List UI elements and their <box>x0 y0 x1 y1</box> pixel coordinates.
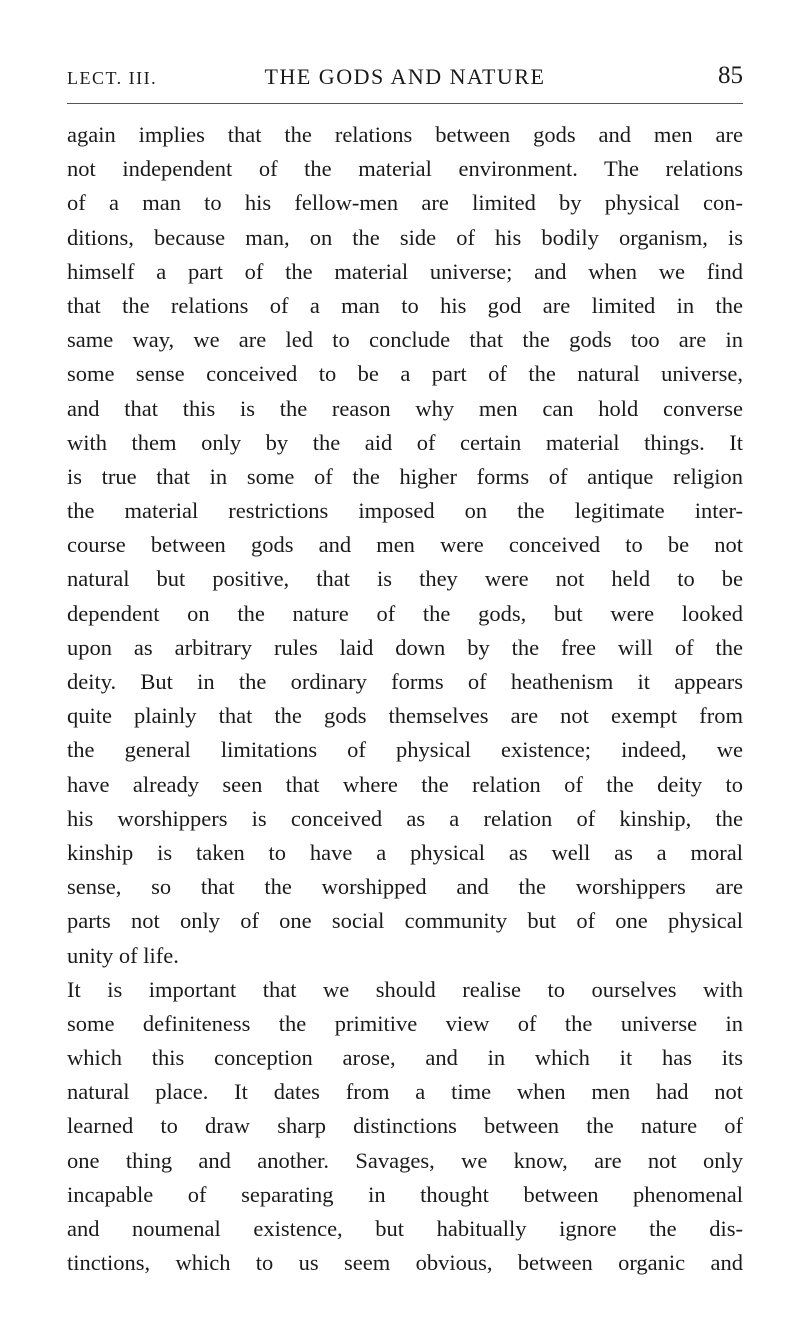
text-line: ditions, because man, on the side of his bodily organism, is <box>67 224 743 250</box>
text-line: natural but positive, that is they were not held to be <box>67 566 743 592</box>
text-line: is true that in some of the higher forms of antique religion <box>67 463 743 489</box>
text-line: himself a part of the material universe; and when we find <box>67 258 743 284</box>
text-line: tinctions, which to us seem obvious, between organic and <box>67 1250 743 1276</box>
text-line: with them only by the aid of certain material things. It <box>67 429 743 455</box>
text-line: the material restrictions imposed on the legitimate inter- <box>67 498 743 524</box>
text-line: and that this is the reason why men can hold converse <box>67 395 743 421</box>
page-number: 85 <box>718 62 743 89</box>
text-line: have already seen that where the relation of the deity to <box>67 771 743 797</box>
text-line: the general limitations of physical existence; indeed, we <box>67 737 743 763</box>
text-line: natural place. It dates from a time when men had not <box>67 1079 743 1105</box>
text-line: course between gods and men were conceived to be not <box>67 532 743 558</box>
text-line: same way, we are led to conclude that the gods too are in <box>67 327 743 353</box>
text-line: one thing and another. Savages, we know, are not only <box>67 1147 743 1173</box>
text-line: not independent of the material environment. The relations <box>67 156 743 182</box>
text-line: which this conception arose, and in which it has its <box>67 1045 743 1071</box>
text-line: dependent on the nature of the gods, but were looked <box>67 600 743 626</box>
text-line: of a man to his fellow-men are limited by physical con- <box>67 190 743 216</box>
lecture-label: LECT. III. <box>67 68 158 88</box>
text-line: incapable of separating in thought between phenomenal <box>67 1181 743 1207</box>
body-text <box>67 118 743 1280</box>
text-line: parts not only of one social community but of one physical <box>67 908 743 934</box>
text-line: and noumenal existence, but habitually ignore the dis- <box>67 1216 743 1241</box>
paragraph-start-line: It is important that we should realise to ourselves with <box>67 976 743 1002</box>
text-line: learned to draw sharp distinctions between the nature of <box>67 1113 743 1139</box>
header-rule <box>67 103 743 104</box>
text-line: his worshippers is conceived as a relation of kinship, the <box>67 805 743 831</box>
text-line: quite plainly that the gods themselves are not exempt from <box>67 703 743 729</box>
text-line: some definiteness the primitive view of the universe in <box>67 1010 743 1036</box>
text-line: that the relations of a man to his god are limited in the <box>67 292 743 318</box>
text-line: kinship is taken to have a physical as well as a moral <box>67 839 743 865</box>
text-line: sense, so that the worshipped and the worshippers are <box>67 874 743 900</box>
text-line: again implies that the relations between gods and men are <box>67 122 743 147</box>
chapter-title: THE GODS AND NATURE <box>264 64 546 89</box>
running-header <box>67 60 743 96</box>
text-line: upon as arbitrary rules laid down by the free will of the <box>67 634 743 660</box>
text-line: deity. But in the ordinary forms of heathenism it appears <box>67 669 743 694</box>
text-line: some sense conceived to be a part of the natural universe, <box>67 361 743 387</box>
paragraph-end-line: unity of life. <box>67 942 179 968</box>
